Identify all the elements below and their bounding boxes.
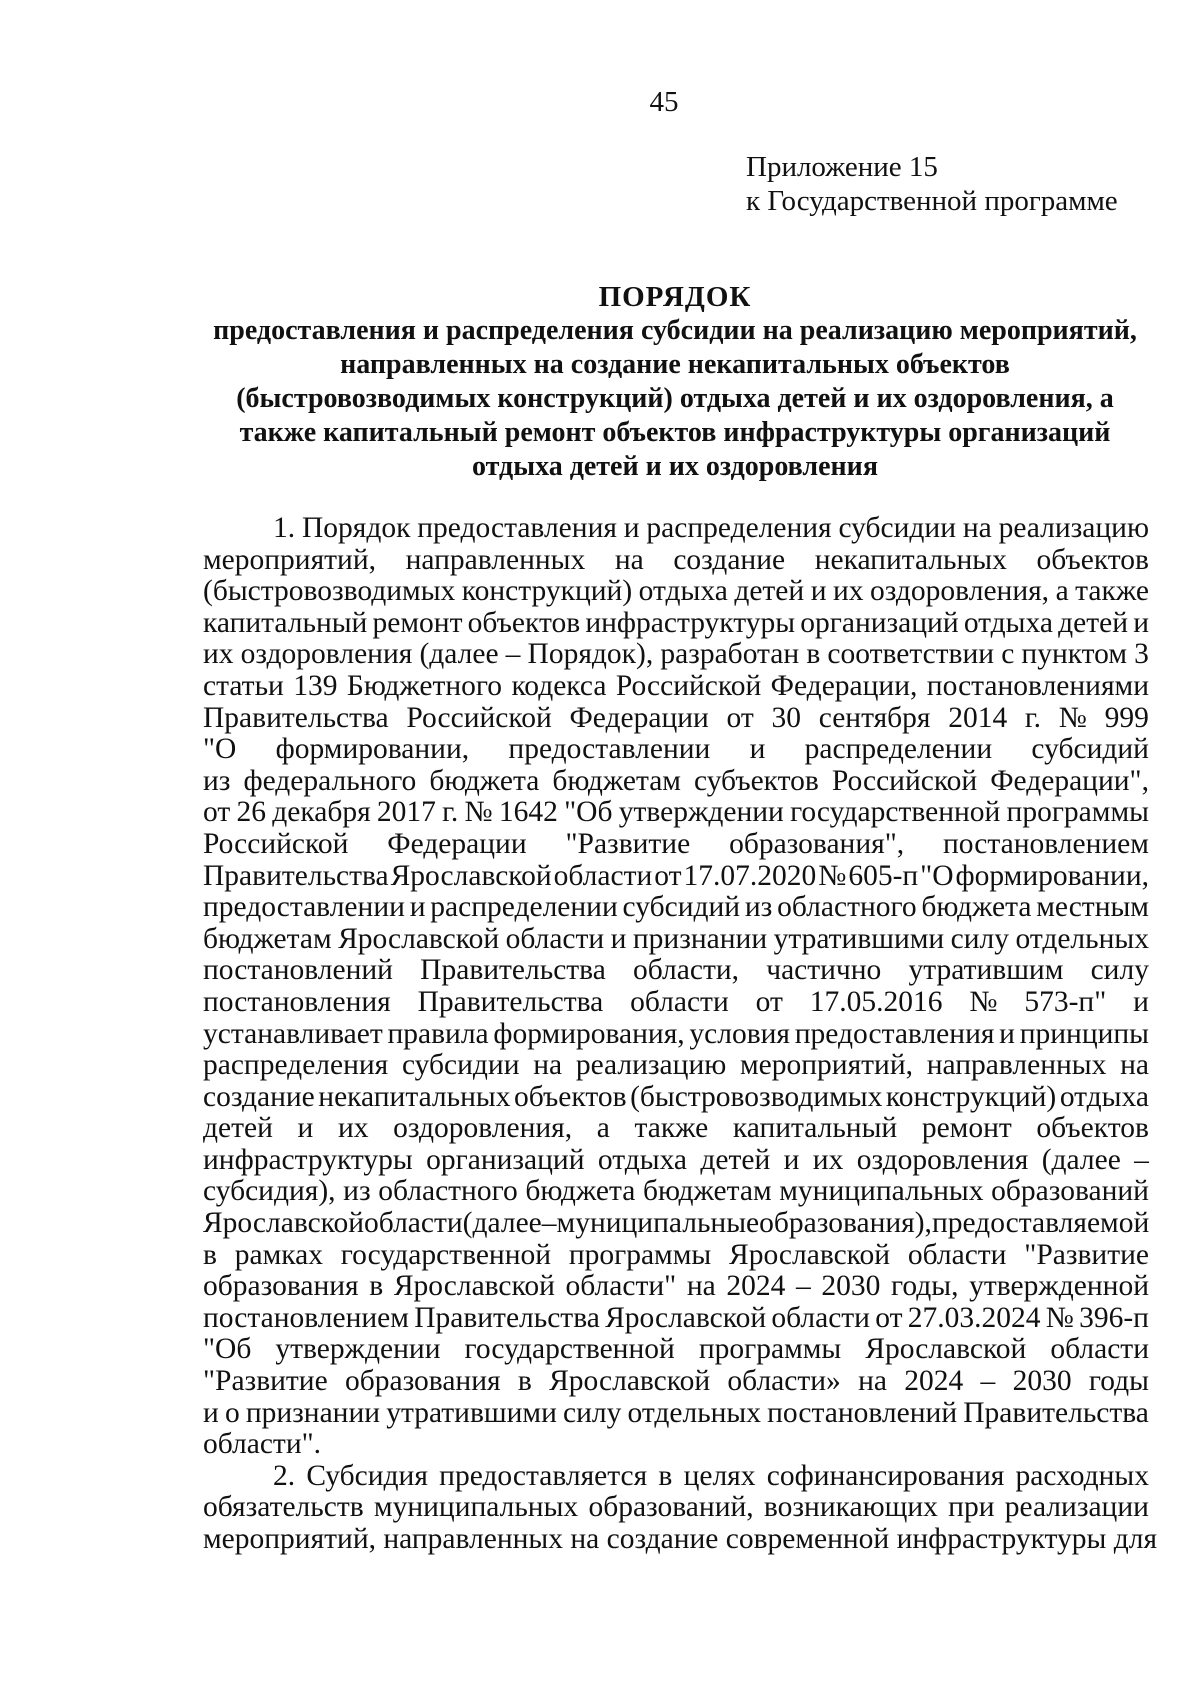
text-line: в рамках государственной программы Ярославской области "Развитие (203, 1238, 1149, 1271)
text-line: бюджетам Ярославской области и признании утратившими силу отдельных (203, 922, 1149, 955)
text-line: (быстровозводимых конструкций) отдыха детей и их оздоровления, а также (203, 575, 1149, 608)
title-line: предоставления и распределения субсидии на реализацию мероприятий, (213, 315, 1137, 346)
text-line: капитальный ремонт объектов инфраструктуры организаций отдыха детей и (203, 606, 1149, 639)
title-line: направленных на создание некапитальных объектов (340, 349, 1010, 380)
title-heading: ПОРЯДОК (598, 281, 752, 313)
text-line: инфраструктуры организаций отдыха детей и их оздоровления (далее – (203, 1143, 1149, 1176)
text-line: 2. Субсидия предоставляется в целях софинансирования расходных (273, 1459, 1149, 1492)
text-line: постановлением Правительства Ярославской области от 27.03.2024 № 396-п (203, 1301, 1149, 1334)
paragraph-2 (203, 1459, 1158, 1556)
text-line: создание некапитальных объектов (быстровозводимых конструкций) отдыха (203, 1080, 1149, 1113)
text-line: Правительства Российской Федерации от 30 сентября 2014 г. № 999 (203, 701, 1149, 734)
title-line: (быстровозводимых конструкций) отдыха детей и их оздоровления, а (236, 383, 1114, 414)
appendix-line-2: к Государственной программе (746, 185, 1118, 217)
title-line: также капитальный ремонт объектов инфраструктуры организаций (239, 417, 1111, 448)
text-line: постановлений Правительства области, частично утратившим силу (203, 954, 1149, 987)
text-line: 1. Порядок предоставления и распределения субсидии на реализацию (273, 512, 1149, 544)
text-line: мероприятий, направленных на создание некапитальных объектов (203, 543, 1149, 576)
text-line: мероприятий, направленных на создание современной инфраструктуры для (203, 1523, 1158, 1555)
text-line: постановления Правительства области от 17.05.2016 № 573-п" и (203, 985, 1149, 1018)
page-number: 45 (649, 86, 679, 118)
text-line: и о признании утратившими силу отдельных постановлений Правительства (203, 1396, 1149, 1429)
text-line: детей и их оздоровления, а также капитальный ремонт объектов (203, 1112, 1149, 1145)
appendix-line-1: Приложение 15 (746, 151, 938, 183)
text-line: устанавливает правила формирования, условия предоставления и принципы (203, 1017, 1149, 1050)
appendix-reference (746, 150, 1118, 218)
text-line: субсидия), из областного бюджета бюджетам муниципальных образований (203, 1175, 1149, 1208)
text-line: "Об утверждении государственной программы Ярославской области (203, 1333, 1149, 1366)
text-line: Ярославской области (далее – муниципальные образования), предоставляемой (203, 1207, 1150, 1240)
text-line: образования в Ярославской области" на 2024 – 2030 годы, утвержденной (203, 1270, 1149, 1303)
paragraph-1 (203, 513, 1149, 1461)
text-line: их оздоровления (далее – Порядок), разработан в соответствии с пунктом 3 (203, 638, 1149, 671)
text-line: от 26 декабря 2017 г. № 1642 "Об утверждении государственной программы (203, 796, 1149, 829)
text-line: предоставлении и распределении субсидий из областного бюджета местным (203, 891, 1149, 924)
text-line: статьи 139 Бюджетного кодекса Российской Федерации, постановлениями (203, 669, 1149, 702)
text-line: Российской Федерации "Развитие образования", постановлением (203, 827, 1149, 860)
text-line: обязательств муниципальных образований, возникающих при реализации (203, 1491, 1149, 1524)
text-line: из федерального бюджета бюджетам субъектов Российской Федерации", (203, 764, 1149, 797)
text-line: области". (203, 1428, 322, 1461)
text-line: Правительства Ярославской области от 17.07.2020 № 605-п "О формировании, (203, 859, 1149, 892)
text-line: "Развитие образования в Ярославской области» на 2024 – 2030 годы (203, 1365, 1149, 1398)
title-line: отдыха детей и их оздоровления (472, 451, 878, 482)
text-line: распределения субсидии на реализацию мероприятий, направленных на (203, 1049, 1149, 1082)
document-body (203, 512, 1158, 1556)
text-line: "О формировании, предоставлении и распределении субсидий (203, 733, 1149, 766)
document-title (200, 280, 1150, 484)
